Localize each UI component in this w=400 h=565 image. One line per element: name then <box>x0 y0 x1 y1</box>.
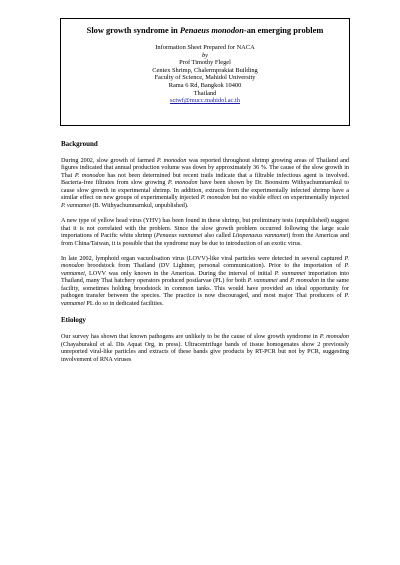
species-name: P. monodon <box>156 158 187 164</box>
etiology-paragraph-1 <box>61 334 349 364</box>
title-species: Penaeus monodon <box>179 26 244 35</box>
email-link[interactable]: sctwf@mucc.mahidol.ac.th <box>170 97 240 105</box>
text-run: ) from the Americas and from China/Taiwan, it is possible that the syndrome may be due to introduction of an exotic virus. <box>61 233 350 247</box>
species-name: P. monodon <box>74 172 105 179</box>
etiology-heading: Etiology <box>61 316 86 325</box>
by-word: by <box>201 51 209 59</box>
text-run: have been shown by Dr. Boonsirm Withyachumnarnkul to cause slow growth in experimental shrimp. In addition, extracts from the experimentally infected shrimp have a similar effect on new groups of experimentally injected <box>61 180 349 202</box>
text-run: PL do so in dedicated facilities. <box>84 300 164 307</box>
species-name: P. monodon <box>289 278 319 285</box>
text-run: and <box>277 278 290 285</box>
species-name: P. vannamei <box>61 202 91 209</box>
text-run: has not been determined but recent trails indicate that a filtrable infectious agent is involved. Bacteria-free filtrates from slow growing <box>61 172 349 187</box>
author-name: Prof Timothy Flegel <box>179 59 231 67</box>
species-name: P. vannamei <box>61 263 349 277</box>
text-run: (B. Withyachumnarnkul, unpublished). <box>90 202 189 209</box>
text-run: (Chayaburakul et al. Dis Aquat Org, in press). Ultracentrifuge bands of tissue homogenates show 2 previously unreported viral-like particles and extracts of these bands give products by RT-PCR but not by PCR, suggesting involvement of RNA viruses <box>61 341 349 363</box>
background-paragraph-3 <box>61 256 349 308</box>
text-run: in the same facility, sometimes holding broodstock in common tanks. This would have provided an ideal opportunity for pathogen transfer between the species. The practice is now discouraged, and most major Thai producers of <box>61 278 350 300</box>
text-run: During 2002, slow growth of farmed <box>61 158 157 164</box>
text-run: , LOVV was only known in the Americas. During the interval of initial <box>84 270 275 277</box>
text-run: In late 2002, lymphoid organ vacuolisation virus (LOVV)-like viral particles were detected in several captured <box>61 255 345 262</box>
text-run: also called <box>202 233 233 240</box>
background-paragraph-2 <box>61 218 349 248</box>
species-name: P. monodon <box>319 334 349 341</box>
address-line: Rama 6 Rd, Bangkok 10400 <box>168 81 242 89</box>
species-name: P. vannamei <box>61 293 349 307</box>
country-line: Thailand <box>193 89 217 97</box>
title-suffix: -an emerging problem <box>243 26 324 35</box>
text-run: A new type of yellow head virus (YHV) has been found in these shrimp, but preliminary tests (unpublished) suggest that it is not correlated with the problem. Since the slow growth problem occurred following the large scale importations of Pacific white shrimp ( <box>61 218 349 240</box>
faculty-line: Faculty of Science, Mahidol University <box>154 74 256 82</box>
species-name: P. monodon <box>167 180 198 187</box>
prepared-for-line: Information Sheet Prepared for NACA <box>155 44 255 51</box>
title-box <box>60 18 350 126</box>
by-line <box>61 52 349 60</box>
species-name: P. monodon <box>200 195 230 202</box>
species-name: Penaeus vannamei <box>156 233 203 240</box>
background-heading: Background <box>61 140 98 148</box>
organization-line: Centex Shrimp, Chalermprakiat Building <box>152 66 258 74</box>
title-prefix: Slow growth syndrome in <box>86 26 180 35</box>
species-name: Litopenaeus vannamei <box>232 233 289 240</box>
text-run: but no visible effect on experimentally injected <box>229 195 349 202</box>
document-title <box>61 26 349 36</box>
text-run: broodstock from Thailand (DV Lightner, personal communication). Prior to the importation of <box>83 263 345 270</box>
text-run: importation into Thailand, many Thai hatchery operators produced postlarvae (PL) for both <box>61 270 350 285</box>
text-run: Our survey has shown that known pathogens are unlikely to be the cause of slow growth syndrome in <box>61 334 320 341</box>
species-name: P. vannamei <box>247 278 278 285</box>
background-paragraph-1 <box>61 158 349 210</box>
document-body <box>61 140 349 372</box>
species-name: P. vannamei <box>274 270 306 277</box>
text-run: was reported throughout shrimp growing areas of Thailand and figures indicated that annual production volume was down by approximately 36 %. The cause of the slow growth in Thai <box>61 158 349 179</box>
species-name: P. monodon <box>61 255 349 270</box>
